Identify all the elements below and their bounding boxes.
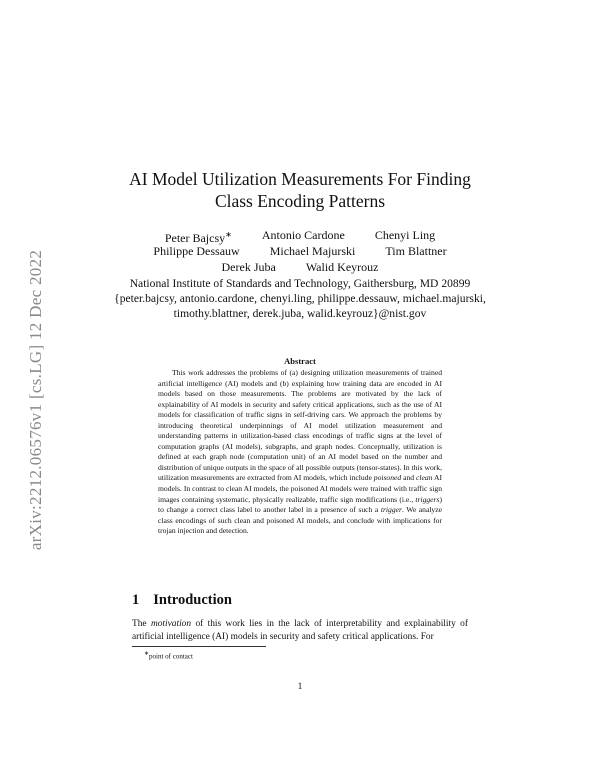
author-name: Peter Bajcsy∗: [164, 230, 232, 245]
introduction-paragraph: The motivation of this work lies in the lack of interpretability and explainability of artificial intelligence (AI) models in security and safety critical applications. For: [132, 619, 468, 642]
author-row-3: [0, 259, 600, 275]
footnote: [144, 650, 193, 660]
abstract-paragraph: This work addresses the problems of (a) designing utilization measurements of trained artificial intelligence (AI) models and (b) explaining how training data are encoded in AI models based on those measurements. The problems are motivated by the lack of explainability of AI models in security and safety critical applications, such as the use of AI models for classification of traffic signs in self-driving cars. We approach the problems by introducing theoretical underpinnings of AI model utilization measurement and understanding patterns in utilization-based class encodings of traffic signs at the level of computation graphs (AI models), subgraphs, and graph nodes. Conceptually, utilization is defined at each graph node (computation unit) of an AI model based on the number and distribution of unique outputs in the space of all possible outputs (tensor-states). In this work, utilization measurements are extracted from AI models, which include poisoned and clean AI models. In contrast to clean AI models, the poisoned AI models were trained with traffic sign images containing systematic, physically realizable, traffic sign modifications (i.e., triggers) to change a correct class label to another label in a presence of such a trigger. We analyze class encodings of such clean and poisoned AI models, and conclude with implications for trojan injection and detection.: [158, 368, 442, 536]
author-name: Walid Keyrouz: [305, 260, 379, 274]
footnote-rule: [132, 646, 266, 647]
emails-line-1: {peter.bajcsy, antonio.cardone, chenyi.ling, philippe.dessauw, michael.majurski,: [114, 292, 486, 305]
author-name: Philippe Dessauw: [153, 244, 240, 258]
arxiv-identifier: arXiv:2212.06576v1 [cs.LG] 12 Dec 2022: [26, 249, 45, 551]
paper-title-line-1: AI Model Utilization Measurements For Finding: [129, 169, 471, 189]
author-name: Antonio Cardone: [261, 228, 345, 242]
paper-title: [0, 168, 600, 212]
footnote-mark: ∗: [144, 651, 150, 657]
section-heading-introduction: [132, 592, 232, 609]
author-name: Derek Juba: [221, 260, 276, 274]
author-row-2: [0, 243, 600, 259]
institution: National Institute of Standards and Technology, Gaithersburg, MD 20899: [129, 277, 471, 290]
contact-mark: ∗: [225, 230, 232, 239]
author-row-1: [0, 227, 600, 243]
section-number: 1: [132, 592, 140, 608]
abstract-body: [158, 368, 442, 537]
author-name: Chenyi Ling: [374, 228, 436, 242]
author-list: [0, 227, 600, 275]
page-number: 1: [297, 682, 303, 692]
paper-title-line-2: Class Encoding Patterns: [214, 191, 386, 211]
abstract-heading: Abstract: [284, 356, 316, 366]
footnote-text: point of contact: [149, 652, 193, 661]
affiliation-block: [0, 276, 600, 321]
emails-line-2: timothy.blattner, derek.juba, walid.keyrouz}@nist.gov: [173, 307, 427, 320]
author-name: Tim Blattner: [385, 244, 447, 258]
section-title: Introduction: [153, 592, 232, 608]
author-name: Michael Majurski: [269, 244, 356, 258]
